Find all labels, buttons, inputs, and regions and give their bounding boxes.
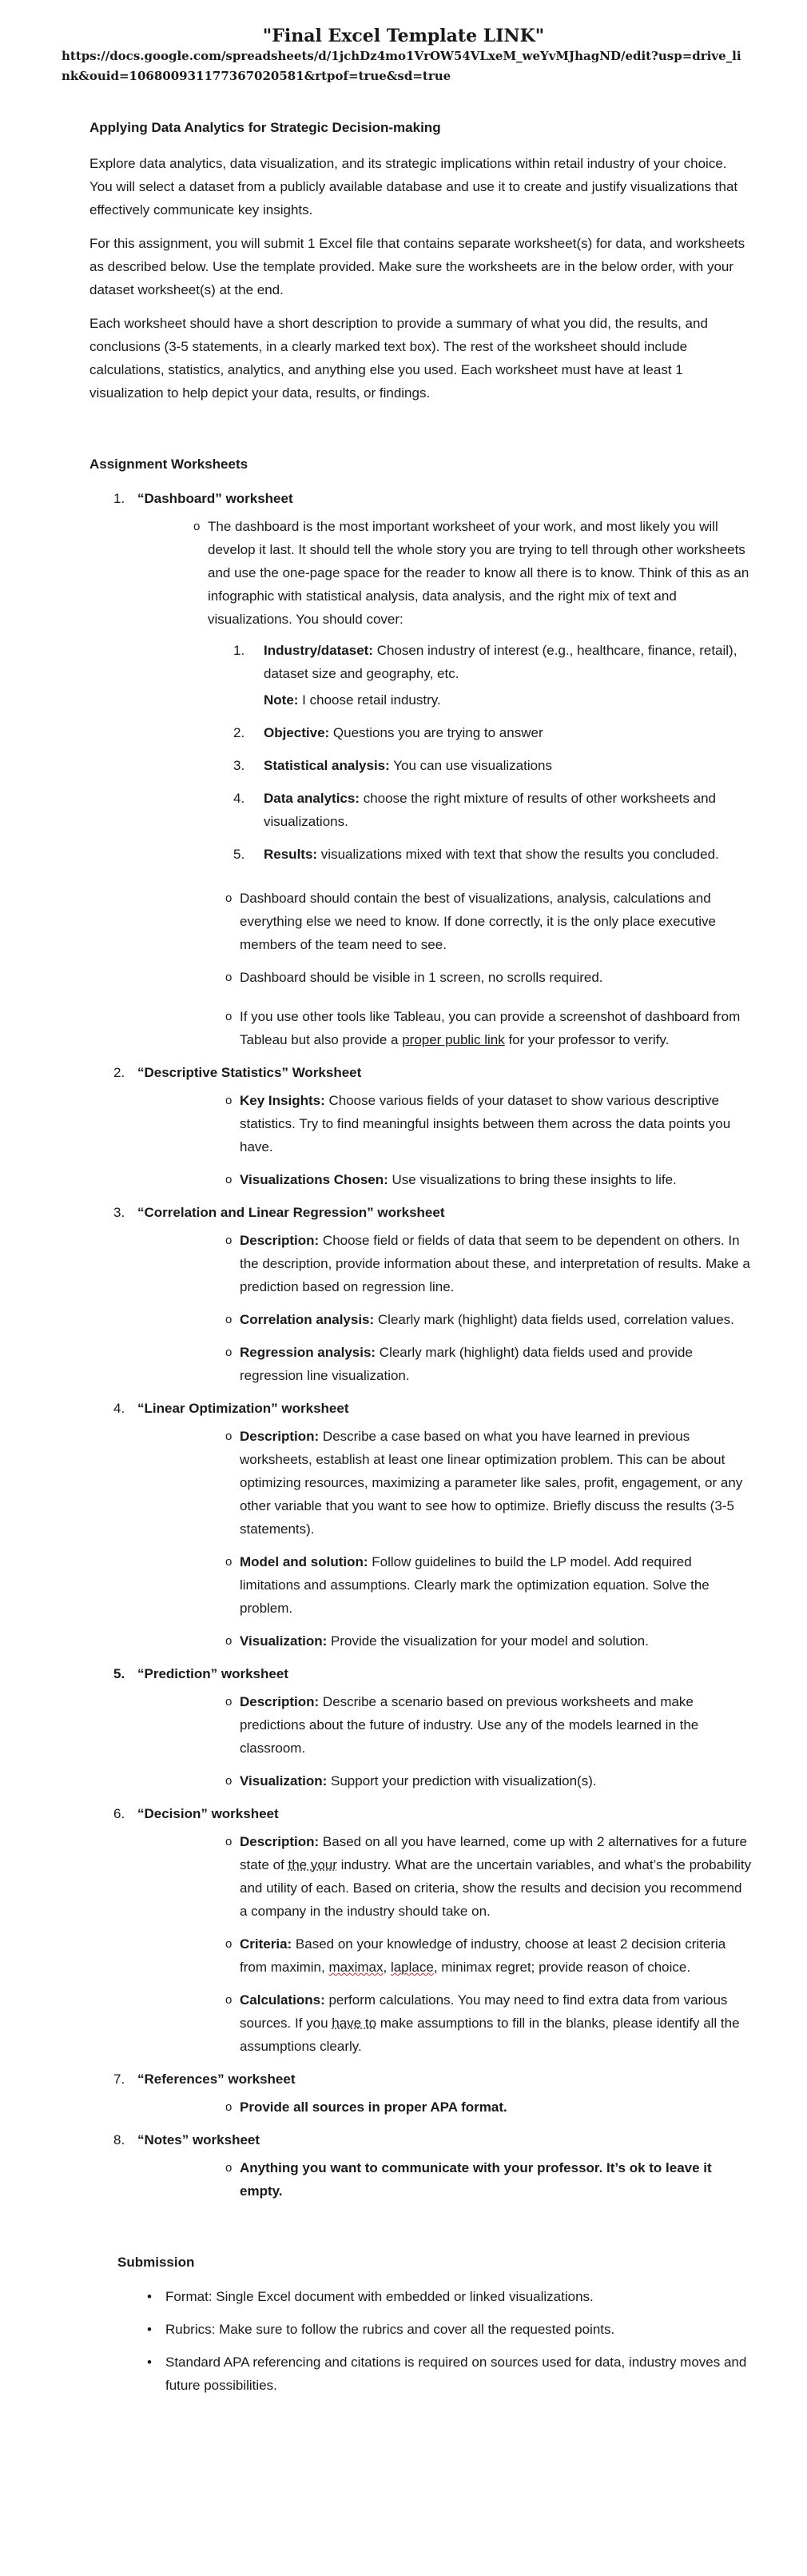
list-item: o Dashboard should be visible in 1 screen, no scrolls required. xyxy=(137,966,753,989)
worksheet-list xyxy=(89,487,753,2203)
document-title: "Final Excel Template LINK" xyxy=(262,26,545,46)
list-item: o Dashboard should contain the best of visualizations, analysis, calculations and everything else we need to know. If done correctly, it is the only place executive members of the team need to see. xyxy=(137,887,753,956)
circle-bullet-icon: o xyxy=(193,520,201,533)
list-item: 4. Data analytics: choose the right mixture of results of other worksheets and visualizations. xyxy=(233,791,717,829)
list-item xyxy=(137,515,753,866)
list-item: o Anything you want to communicate with your professor. It’s ok to leave it empty. xyxy=(137,2156,753,2203)
list-item: o Visualization: Provide the visualization for your model and solution. xyxy=(137,1629,753,1653)
worksheet-dashboard xyxy=(89,487,753,1051)
intro-paragraph-2: For this assignment, you will submit 1 Excel file that contains separate worksheet(s) for data, and worksheets as described below. Use the template provided. Make sure the worksheets are in the below order, with your dataset worksheet(s) at the end. xyxy=(89,236,745,297)
worksheet-title: “Dashboard” worksheet xyxy=(137,491,293,506)
circle-bullet-icon: o xyxy=(225,1993,233,2007)
list-item: o Description: Describe a scenario based on previous worksheets and make predictions about the future of industry. Use any of the models learned in the classroom. xyxy=(137,1690,753,1760)
list-item: o Calculations: perform calculations. You may need to find extra data from various sources. If you have to make assumptions to fill in the blanks, please identify all the assumptions clearly. xyxy=(137,1988,753,2058)
circle-bullet-icon: o xyxy=(225,1346,233,1359)
dashboard-intro: The dashboard is the most important worksheet of your work, and most likely you will develop it last. It should tell the whole story you are trying to tell through other worksheets and use the one-page space for the reader to know all there is to know. Think of this as an infographic with statistical analysis, data analysis, and the right mix of text and visualizations. You should cover: xyxy=(208,519,749,627)
circle-bullet-icon: o xyxy=(225,1634,233,1648)
worksheet-title: “Prediction” worksheet xyxy=(137,1666,288,1681)
worksheet-notes xyxy=(89,2128,753,2203)
circle-bullet-icon: o xyxy=(225,1937,233,1951)
circle-bullet-icon: o xyxy=(225,971,233,984)
list-number: 2. xyxy=(113,1065,125,1080)
circle-bullet-icon: o xyxy=(225,1695,233,1709)
list-item: o Visualization: Support your prediction with visualization(s). xyxy=(137,1769,753,1792)
list-number: 8. xyxy=(113,2132,125,2147)
list-number: 7. xyxy=(113,2072,125,2087)
list-item: • Standard APA referencing and citations is required on sources used for data, industry moves and future possibilities. xyxy=(89,2351,753,2397)
worksheet-linear-optimization xyxy=(89,1397,753,1653)
list-item: o Description: Choose field or fields of data that seem to be dependent on others. In the description, provide information about these, and interpretation of results. Make a prediction based on regression line. xyxy=(137,1229,753,1298)
list-number: 4. xyxy=(113,1401,125,1416)
worksheet-decision xyxy=(89,1802,753,2058)
public-link[interactable]: proper public link xyxy=(402,1032,505,1047)
list-item: • Format: Single Excel document with embedded or linked visualizations. xyxy=(89,2285,753,2308)
intro-paragraph-1: Explore data analytics, data visualization, and its strategic implications within retail industry of your choice. You will select a dataset from a publicly available database and use it to create and justify visualizations that effectively communicate key insights. xyxy=(89,156,738,217)
list-item: o Key Insights: Choose various fields of your dataset to show various descriptive statistics. Try to find meaningful insights between them across the data points you have. xyxy=(137,1089,753,1158)
dashboard-cover-list xyxy=(208,639,753,866)
circle-bullet-icon: o xyxy=(225,1173,233,1186)
worksheet-references xyxy=(89,2068,753,2119)
dot-bullet-icon: • xyxy=(147,2322,152,2337)
list-item: 1. Industry/dataset: Chosen industry of interest (e.g., healthcare, finance, retail), dataset size and geography, etc. Note: I choose retail industry. xyxy=(208,639,753,712)
assignment-heading: Applying Data Analytics for Strategic Decision-making xyxy=(89,120,441,135)
circle-bullet-icon: o xyxy=(225,2100,233,2114)
list-item: o Model and solution: Follow guidelines to build the LP model. Add required limitations and assumptions. Clearly mark the optimization equation. Solve the problem. xyxy=(137,1550,753,1620)
document-body xyxy=(89,116,753,2407)
list-item: o Visualizations Chosen: Use visualizations to bring these insights to life. xyxy=(137,1168,753,1191)
worksheet-prediction xyxy=(89,1662,753,1792)
circle-bullet-icon: o xyxy=(225,1010,233,1023)
list-number: 3. xyxy=(113,1205,125,1220)
list-item: o Description: Describe a case based on what you have learned in previous worksheets, establish at least one linear optimization problem. This can be about optimizing resources, maximizing a parameter like sales, profit, engagement, or any other variable that you want to see how to optimize. Briefly discuss the results (3-5 statements). xyxy=(137,1425,753,1541)
worksheet-correlation-regression xyxy=(89,1201,753,1387)
intro-paragraph-3: Each worksheet should have a short description to provide a summary of what you did, the results, and conclusions (3-5 statements, in a clearly marked text box). The rest of the worksheet should include calculations, statistics, analytics, and anything else you used. Each worksheet must have at least 1 visualization to help depict your data, results, or findings. xyxy=(89,316,708,401)
circle-bullet-icon: o xyxy=(225,2161,233,2175)
list-item: o Description: Based on all you have learned, come up with 2 alternatives for a future state of the your industry. What are the uncertain variables, and what’s the probability and utility of each. Based on criteria, show the results and decision you recommend a company in the industry should take on. xyxy=(137,1830,753,1923)
worksheet-title: “Correlation and Linear Regression” worksheet xyxy=(137,1205,445,1220)
dot-bullet-icon: • xyxy=(147,2355,152,2370)
list-item: o If you use other tools like Tableau, you can provide a screenshot of dashboard from Tableau but also provide a proper public link for your professor to verify. xyxy=(137,1005,753,1051)
circle-bullet-icon: o xyxy=(225,1430,233,1443)
note: Note: I choose retail industry. xyxy=(264,692,441,708)
circle-bullet-icon: o xyxy=(225,891,233,905)
list-item: o Criteria: Based on your knowledge of industry, choose at least 2 decision criteria from maximin, maximax, laplace, minimax regret; provide reason of choice. xyxy=(137,1932,753,1979)
list-item: 2. Objective: Questions you are trying to answer xyxy=(233,725,543,740)
worksheet-title: “References” worksheet xyxy=(137,2072,296,2087)
list-item: o Correlation analysis: Clearly mark (highlight) data fields used, correlation values. xyxy=(137,1308,753,1331)
worksheets-heading: Assignment Worksheets xyxy=(89,457,248,472)
list-number: 5. xyxy=(113,1666,125,1681)
worksheet-title: “Descriptive Statistics” Worksheet xyxy=(137,1065,362,1080)
list-number: 1. xyxy=(113,491,125,506)
list-item: o Regression analysis: Clearly mark (highlight) data fields used and provide regression line visualization. xyxy=(137,1341,753,1387)
circle-bullet-icon: o xyxy=(225,1094,233,1107)
list-number: 6. xyxy=(113,1806,125,1821)
worksheet-descriptive-statistics xyxy=(89,1061,753,1191)
circle-bullet-icon: o xyxy=(225,1313,233,1326)
list-item: • Rubrics: Make sure to follow the rubrics and cover all the requested points. xyxy=(89,2318,753,2341)
submission-heading: Submission xyxy=(117,2255,195,2270)
list-item: 3. Statistical analysis: You can use visualizations xyxy=(233,758,553,773)
template-link[interactable]: https://docs.google.com/spreadsheets/d/1jchDz4mo1VrOW54VLxeM_weYvMJhagND/edit?usp=drive_link&ouid=106800931177367020581&rtpof=true&sd=true xyxy=(62,49,741,83)
list-item: o Provide all sources in proper APA format. xyxy=(137,2095,753,2119)
circle-bullet-icon: o xyxy=(225,1234,233,1247)
submission-list xyxy=(89,2285,753,2397)
circle-bullet-icon: o xyxy=(225,1835,233,1848)
worksheet-title: “Linear Optimization” worksheet xyxy=(137,1401,349,1416)
circle-bullet-icon: o xyxy=(225,1774,233,1788)
list-item: 5. Results: visualizations mixed with text that show the results you concluded. xyxy=(233,847,719,862)
worksheet-title: “Decision” worksheet xyxy=(137,1806,279,1821)
worksheet-title: “Notes” worksheet xyxy=(137,2132,260,2147)
circle-bullet-icon: o xyxy=(225,1555,233,1569)
dot-bullet-icon: • xyxy=(147,2289,152,2304)
